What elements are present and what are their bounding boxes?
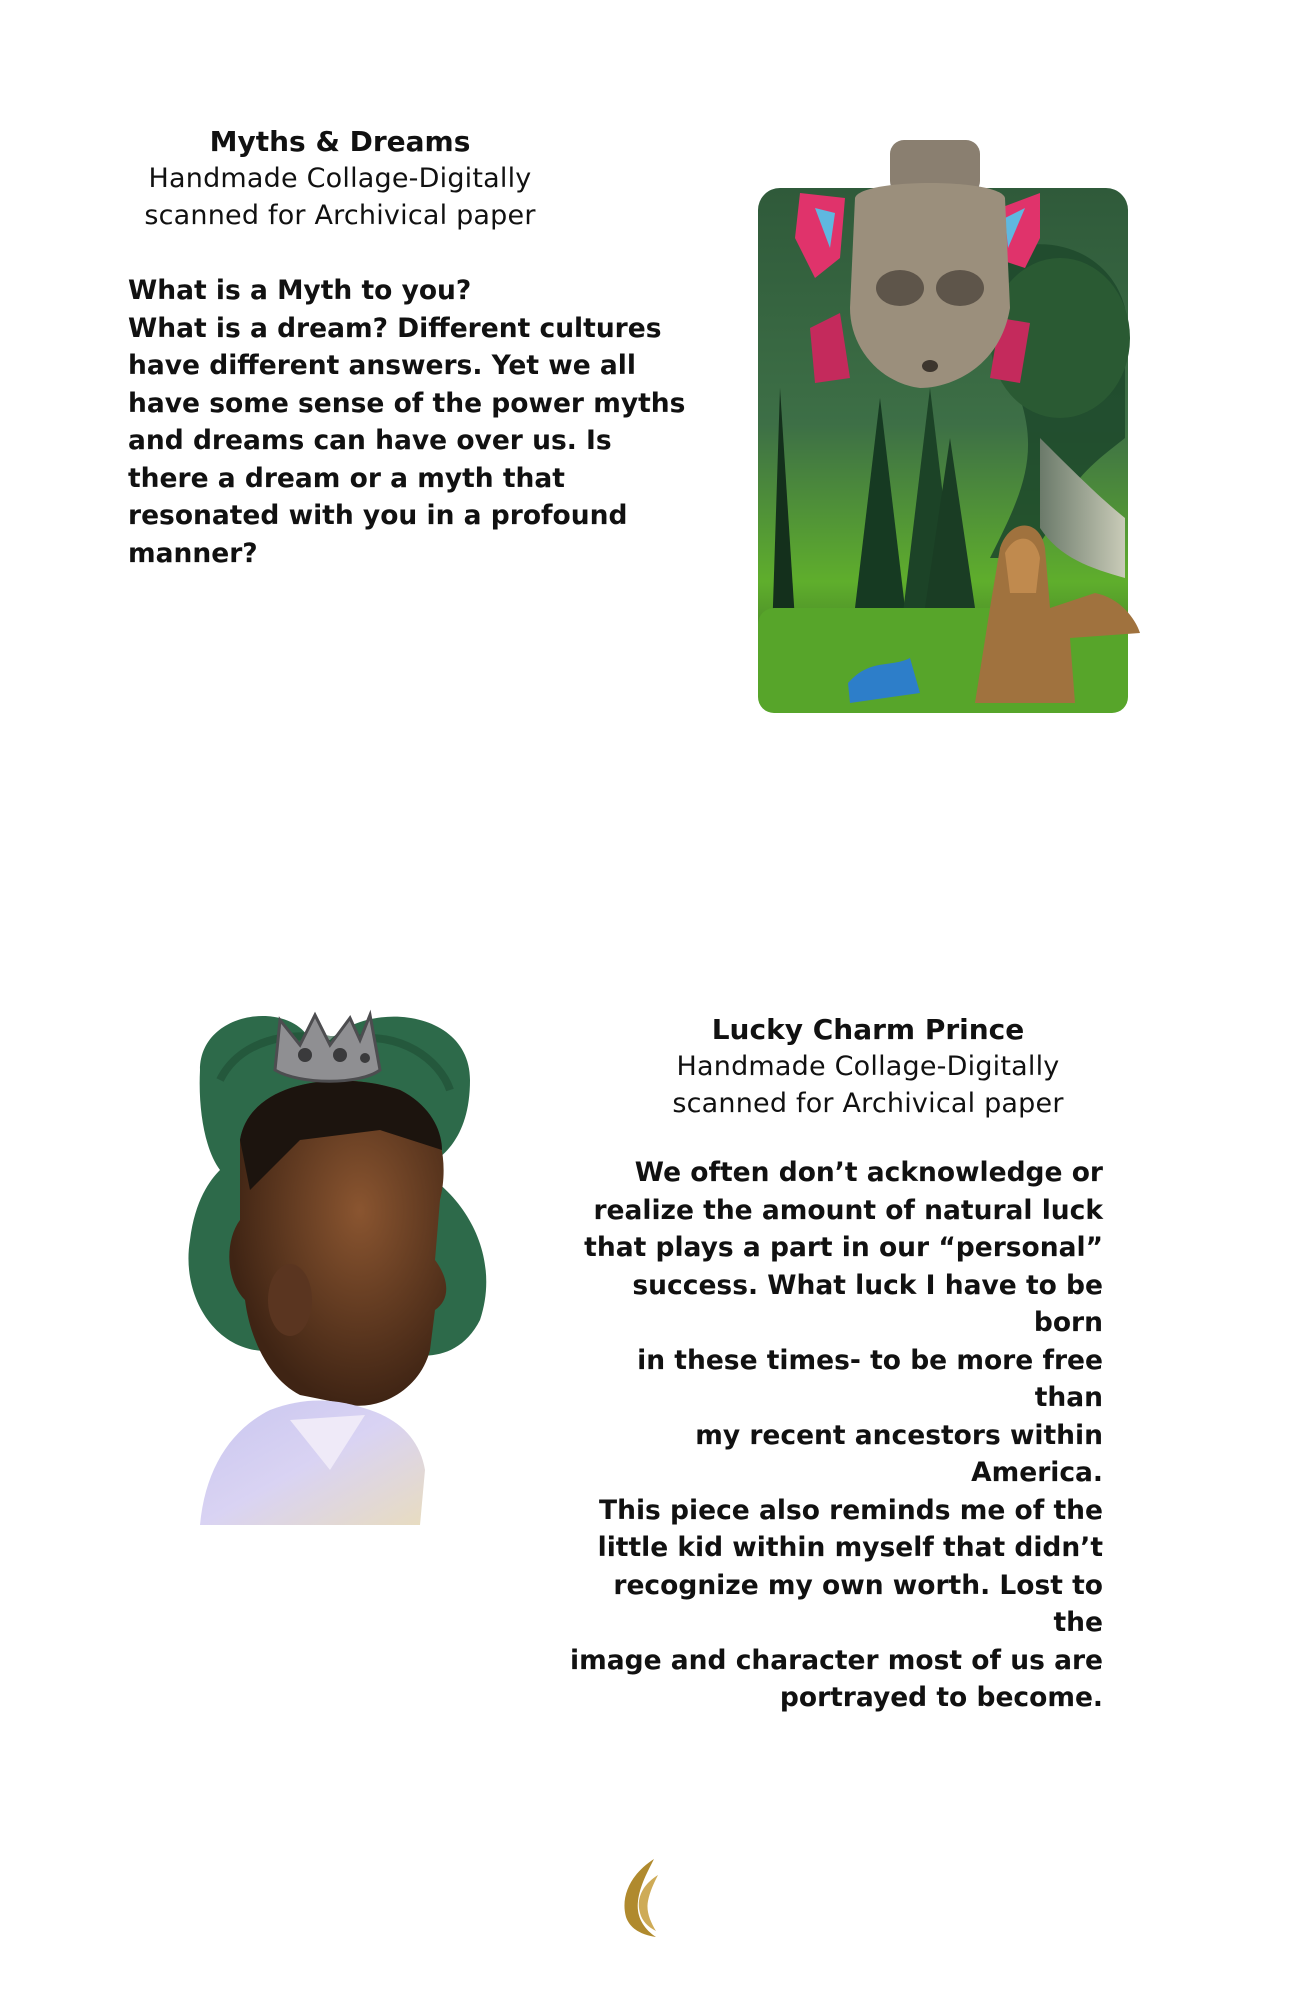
section1-subtitle-line2: scanned for Archivical paper (144, 200, 536, 231)
feather-swoosh-logo-icon (612, 1855, 668, 1939)
section2-subtitle-line1: Handmade Collage-Digitally (676, 1051, 1060, 1082)
section2-body-text: We often don’t acknowledge or realize the amount of natural luck that plays a part in our “personal” success. What luck I have to be born in these times- to be more free than my recent ancestors within America. This piece also reminds me of the little kid within myself that didn’t recognize my own worth. Lost to the image and character most of us are portrayed to become. (570, 1157, 1103, 1713)
section2-subtitle-line2: scanned for Archivical paper (672, 1088, 1064, 1119)
section1-heading (140, 124, 540, 234)
section2-heading (668, 1012, 1068, 1122)
section2-title: Lucky Charm Prince (711, 1013, 1025, 1046)
section1-title: Myths & Dreams (209, 125, 471, 158)
myths-dreams-collage-image (740, 138, 1150, 718)
lucky-charm-prince-collage-image (180, 1000, 510, 1525)
section1-subtitle-line1: Handmade Collage-Digitally (148, 163, 532, 194)
section1-body-text: What is a Myth to you? What is a dream? Different cultures have different answers. Yet we all have some sense of the power myths and dreams can have over us. Is there a dream or a myth that resonated with you in a profound manner? (128, 275, 686, 569)
